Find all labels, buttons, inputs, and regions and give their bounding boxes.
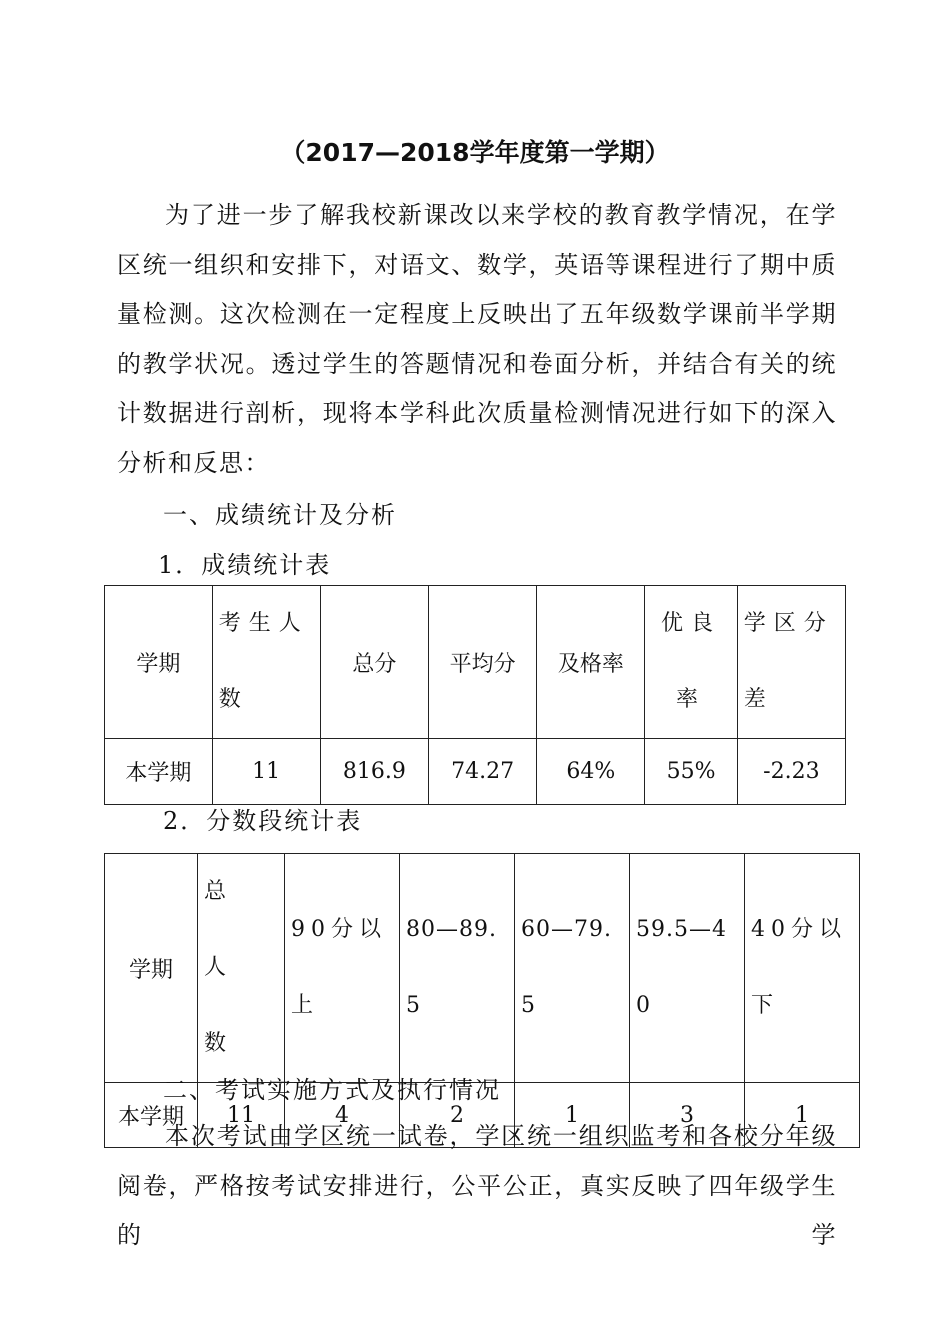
table-header-cell: 80—89.5 [400,854,515,1083]
table-cell: 1 [745,1083,860,1148]
table-cell: 本学期 [105,739,213,805]
table-header-cell: 59.5—40 [630,854,745,1083]
table-cell: 3 [630,1083,745,1148]
table-header-cell: 总人数 [198,854,285,1083]
table-header-cell: 考生人数 [212,586,320,739]
score-statistics-table [104,585,846,805]
table-cell: 11 [198,1083,285,1148]
table-cell: 74.27 [428,739,536,805]
table-cell: 2 [400,1083,515,1148]
table-cell: 11 [212,739,320,805]
table-cell: 1 [515,1083,630,1148]
table-cell: 55% [645,739,737,805]
table-header-cell: 及格率 [537,586,645,739]
table-cell: 64% [537,739,645,805]
table-cell: 816.9 [320,739,428,805]
table-header-cell: 40分以下 [745,854,860,1083]
table-cell: 本学期 [105,1083,198,1148]
closing-paragraph: 本次考试由学区统一试卷，学区统一组织监考和各校分年级阅卷，严格按考试安排进行，公平公正，真实反映了四年级学生的学 [117,1122,837,1249]
table-header-cell: 学期 [105,586,213,739]
subheading-score-range-table: 2．分数段统计表 [163,807,363,835]
table-cell: 4 [285,1083,400,1148]
table-header-cell: 学区分差 [737,586,845,739]
table-header-cell: 60—79.5 [515,854,630,1083]
subheading-score-table: 1．成绩统计表 [158,551,332,579]
table-header-cell: 学期 [105,854,198,1083]
intro-paragraph: 为了进一步了解我校新课改以来学校的教育教学情况，在学区统一组织和安排下，对语文、数学，英语等课程进行了期中质量检测。这次检测在一定程度上反映出了五年级数学课前半学期的教学状况。透过学生的答题情况和卷面分析，并结合有关的统计数据进行剖析，现将本学科此次质量检测情况进行如下的深入分析和反思： [117,201,837,477]
table-header-cell: 总分 [320,586,428,739]
document-title: （2017—2018学年度第一学期） [280,138,670,167]
table-header-cell: 90分以上 [285,854,400,1083]
table-header-cell: 优良率 [645,586,737,739]
table-cell: -2.23 [737,739,845,805]
section-heading-1: 一、成绩统计及分析 [163,501,397,529]
table-header-cell: 平均分 [428,586,536,739]
section-heading-2: 二、考试实施方式及执行情况 [163,1076,501,1104]
